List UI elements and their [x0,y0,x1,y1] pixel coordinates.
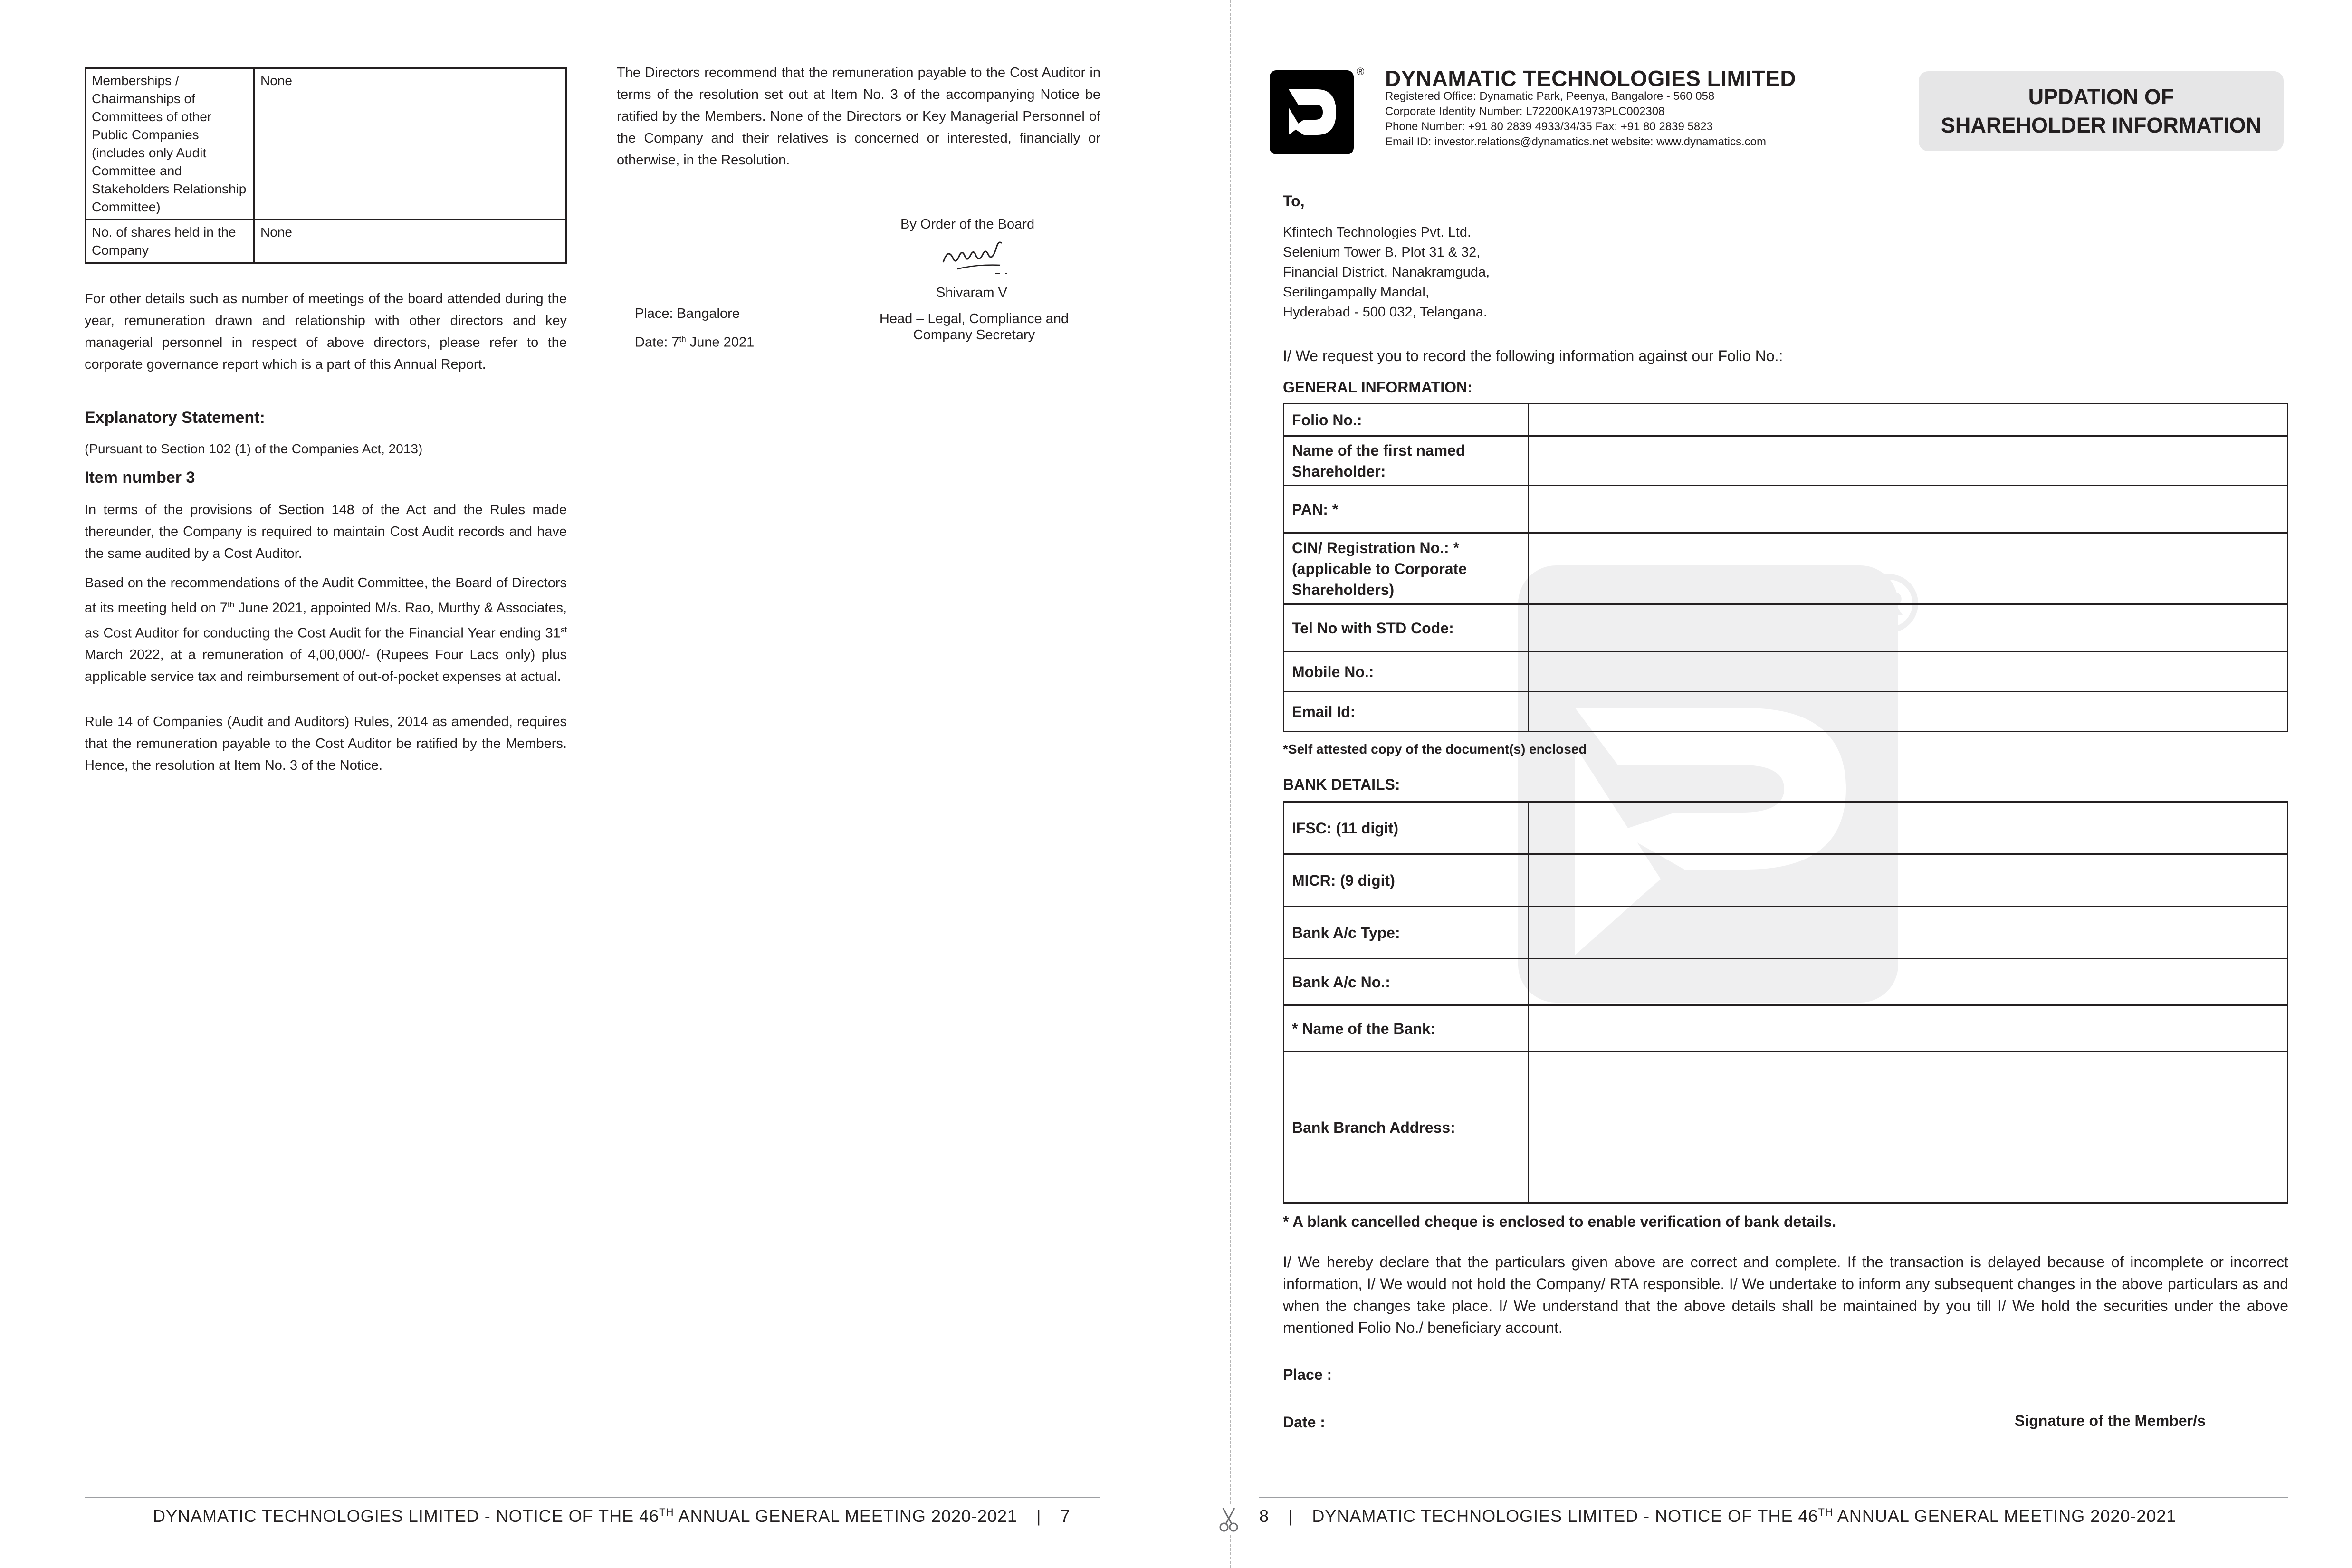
branch-address-field[interactable] [1529,1052,2288,1203]
field-label: Mobile No.: [1284,652,1529,692]
date-label: Date : [1283,1414,1325,1431]
address-line: Kfintech Technologies Pvt. Ltd. [1283,225,1472,240]
signature-image [938,234,1024,278]
para2-text-b: June 2021, appointed M/s. Rao, Murthy & Associates, as Cost Auditor for conducting the Cost Audit for the Financial Year ending 31 [85,600,567,641]
company-name: DYNAMATIC TECHNOLOGIES LIMITED [1385,66,1797,91]
explanatory-heading: Explanatory Statement: [85,409,265,427]
declaration-paragraph: I/ We hereby declare that the particulars given above are correct and complete. If the transaction is delayed because of incomplete or incorrect information, I/ We would not hold the Company/ RTA responsible. I/ We undertake to inform any subsequent changes in the above particulars as and when the changes take place. I/ We understand that the above details shall be maintained by you till I/ We hold the securities under the above mentioned Folio No./ beneficiary account. [1283,1253,2288,1336]
field-label: PAN: * [1284,486,1529,533]
para2-sup-2: st [560,625,567,634]
table-row [1284,692,2288,732]
date-prefix: Date: 7 [635,335,679,350]
table-row [1284,1005,2288,1052]
field-label: Bank A/c No.: [1284,959,1529,1005]
signatory-name: Shivaram V [936,285,1007,300]
table-row [1284,652,2288,692]
email-id-field[interactable] [1529,692,2288,732]
registered-office: Registered Office: Dynamatic Park, Peenya, Bangalore - 560 058 [1385,90,1715,103]
folio-no-field[interactable] [1529,404,2288,436]
footer-right [1259,1506,2176,1526]
table-cell-value: None [254,68,566,220]
item-paragraph-3: Rule 14 of Companies (Audit and Auditors) Rules, 2014 as amended, requires that the remuneration payable to the Cost Auditor be ratified by the Members. Hence, the resolution at Item No. 3 of the Notice. [85,714,567,773]
table-row [1284,1052,2288,1203]
other-details-paragraph: For other details such as number of meetings of the board attended during the year, remuneration drawn and relationship with other directors and key managerial personnel in respect of above directors, please refer to the corporate governance report which is a part of this Annual Report. [85,291,567,372]
bank-name-field[interactable] [1529,1005,2288,1052]
date-sup: th [679,335,686,344]
field-label: Bank A/c Type: [1284,907,1529,959]
email-website: Email ID: investor.relations@dynamatics.net website: www.dynamatics.com [1385,135,1766,148]
footer-sup: TH [659,1506,674,1518]
recommendation-paragraph: The Directors recommend that the remuneration payable to the Cost Auditor in terms of the resolution set out at Item No. 3 of the accompanying Notice be ratified by the Members. None of the Directors or Key Managerial Personnel of the Company and their relatives is concerned or interested, financially or otherwise, in the Resolution. [617,65,1100,168]
cut-line [1230,0,1231,1568]
ifsc-field[interactable] [1529,802,2288,854]
rta-address [1283,222,1490,322]
phone-fax: Phone Number: +91 80 2839 4933/34/35 Fax: +91 80 2839 5823 [1385,120,1713,133]
table-row [1284,404,2288,436]
footer-separator: | [1036,1506,1042,1526]
general-info-heading: GENERAL INFORMATION: [1283,379,1472,396]
item-paragraph-2 [85,572,567,688]
address-line: Serilingampally Mandal, [1283,285,1429,300]
table-cell-label: No. of shares held in the Company [86,220,254,263]
svg-text:R: R [1879,585,1903,622]
footer-rule-left [85,1497,1100,1498]
field-label: MICR: (9 digit) [1284,854,1529,907]
address-line: Financial District, Nanakramguda, [1283,265,1490,280]
table-cell-value: None [254,220,566,263]
table-row [86,220,566,263]
footer-text-b: ANNUAL GENERAL MEETING 2020-2021 [1833,1506,2177,1526]
signature-label: Signature of the Member/s [2015,1412,2206,1429]
table-row [1284,802,2288,854]
table-row [1284,907,2288,959]
para2-text-c: March 2022, at a remuneration of 4,00,000/- (Rupees Four Lacs only) plus applicable service tax and reimbursement of out-of-pocket expenses at actual. [85,647,567,685]
footer-separator: | [1288,1506,1293,1526]
pursuant-note: (Pursuant to Section 102 (1) of the Companies Act, 2013) [85,441,423,456]
field-label: Folio No.: [1284,404,1529,436]
page-number-left: 7 [1060,1506,1071,1526]
table-row [1284,604,2288,652]
general-info-table [1283,403,2288,732]
micr-field[interactable] [1529,854,2288,907]
para2-sup-1: th [228,600,235,609]
designation-line-2: Company Secretary [913,327,1035,343]
item-paragraph-1: In terms of the provisions of Section 148 of the Act and the Rules made thereunder, the Company is required to maintain Cost Audit records and have the same audited by a Cost Auditor. [85,502,567,561]
address-line: Selenium Tower B, Plot 31 & 32, [1283,245,1481,260]
footer-text-b: ANNUAL GENERAL MEETING 2020-2021 [674,1506,1018,1526]
field-label: Name of the first named Shareholder: [1284,436,1529,486]
dynamatic-d-logo-icon [1270,70,1354,154]
tel-no-field[interactable] [1529,604,2288,652]
footer-text-a: DYNAMATIC TECHNOLOGIES LIMITED - NOTICE OF THE 46 [153,1506,660,1526]
field-label: CIN/ Registration No.: * (applicable to Corporate Shareholders) [1284,533,1529,604]
field-label: Tel No with STD Code: [1284,604,1529,652]
by-order-label: By Order of the Board [900,217,1035,232]
item-heading: Item number 3 [85,468,195,487]
mobile-no-field[interactable] [1529,652,2288,692]
footer-sup: TH [1818,1506,1833,1518]
address-line: Hyderabad - 500 032, Telangana. [1283,305,1487,320]
field-label: Email Id: [1284,692,1529,732]
scissors-icon [1214,1505,1243,1534]
bank-details-table [1283,801,2288,1204]
date-suffix: June 2021 [686,335,755,350]
corporate-identity-number: Corporate Identity Number: L72200KA1973PLC002308 [1385,105,1665,118]
table-cell-label: Memberships / Chairmanships of Committees of other Public Companies (includes only Audit Committee and Stakeholders Relationship Committee) [86,68,254,220]
cheque-note: * A blank cancelled cheque is enclosed to enable verification of bank details. [1283,1213,1836,1230]
table-row [1284,959,2288,1005]
registered-mark: ® [1357,66,1365,77]
footer-rule-right [1259,1497,2288,1498]
form-title-line-1: UPDATION OF [2028,85,2174,109]
field-label: IFSC: (11 digit) [1284,802,1529,854]
account-number-field[interactable] [1529,959,2288,1005]
table-row [1284,854,2288,907]
field-label: * Name of the Bank: [1284,1005,1529,1052]
table-row [1284,486,2288,533]
pan-field[interactable] [1529,486,2288,533]
cin-registration-field[interactable] [1529,533,2288,604]
designation-line-1: Head – Legal, Compliance and [879,311,1069,326]
director-details-table [85,67,567,264]
field-label: Bank Branch Address: [1284,1052,1529,1203]
shareholder-name-field[interactable] [1529,436,2288,486]
page-number-right: 8 [1259,1506,1270,1526]
signatory-designation [855,311,1093,343]
footer-left [153,1506,1070,1526]
table-row [1284,436,2288,486]
place-label: Place : [1283,1366,1332,1383]
place-text: Place: Bangalore [635,306,740,321]
account-type-field[interactable] [1529,907,2288,959]
table-row [1284,533,2288,604]
date-text [635,335,754,351]
request-text: I/ We request you to record the following information against our Folio No.: [1283,347,1783,364]
form-title-line-2: SHAREHOLDER INFORMATION [1941,113,2262,137]
to-label: To, [1283,192,1305,210]
self-attested-note: *Self attested copy of the document(s) enclosed [1283,742,1587,756]
form-title [1919,71,2284,151]
para2-text-a: Based on the recommendations of the Audit Committee, the Board of Directors at its meeting held on 7 [85,575,567,616]
footer-text-a: DYNAMATIC TECHNOLOGIES LIMITED - NOTICE OF THE 46 [1312,1506,1818,1526]
table-row [86,68,566,220]
bank-details-heading: BANK DETAILS: [1283,776,1400,793]
